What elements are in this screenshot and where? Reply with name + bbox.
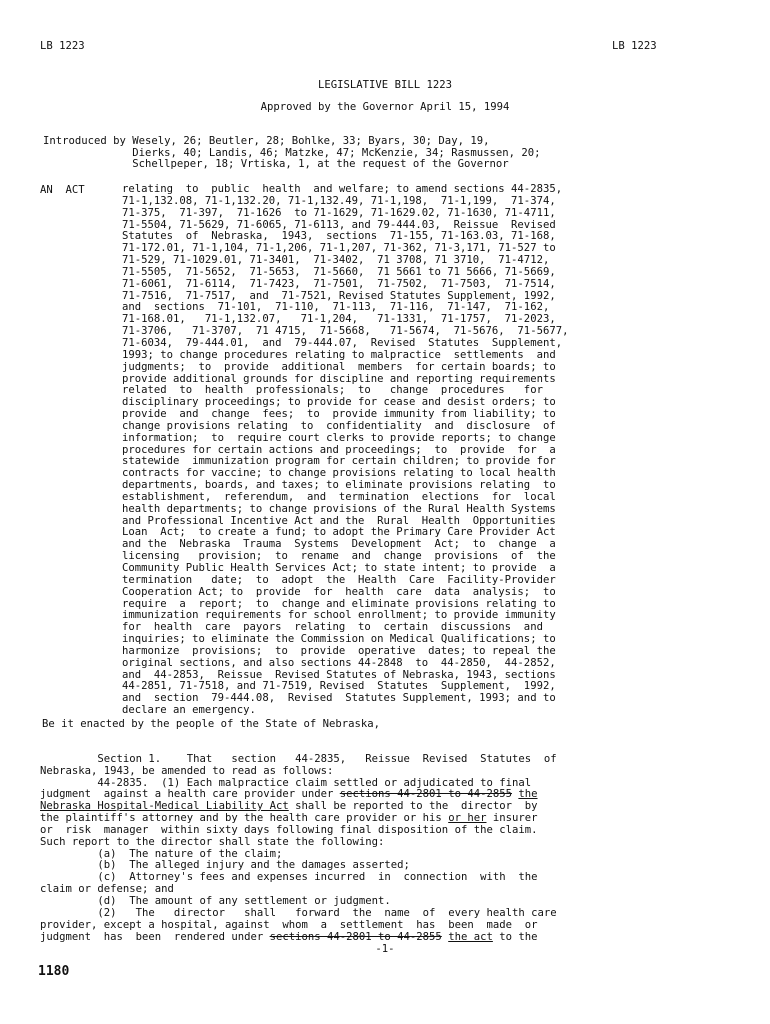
inserted-text: or her (448, 812, 487, 825)
act-title-line: inquiries; to eliminate the Commission on Medical Qualifications; to (122, 633, 556, 646)
act-title-line: 71-1,132.08, 71-1,132.20, 71-1,132.49, 71-1,198, 71-1,199, 71-374, (122, 194, 556, 207)
inserted-text: Nebraska Hospital-Medical Liability Act (40, 800, 289, 813)
act-title-line: licensing provision; to rename and change provisions of the (122, 550, 556, 563)
act-title-line: information; to require court clerks to provide reports; to change (122, 431, 556, 444)
act-title-line: and sections 71-101, 71-110, 71-113, 71-116, 71-147, 71-162, (122, 301, 550, 314)
act-title-line: Community Public Health Services Act; to state intent; to provide a (122, 562, 556, 574)
act-title-line: establishment, referendum, and termination elections for local (122, 490, 556, 503)
body-text: the plaintiff's attorney and by the health care provider or his (40, 812, 449, 825)
body-line: (d) The amount of any settlement or judgment. (40, 894, 391, 907)
running-header-left: LB 1223 (40, 40, 85, 52)
act-title-line: Cooperation Act; to provide for health care data analysis; to (122, 585, 556, 598)
body-line: Nebraska, 1943, be amended to read as follows: (40, 764, 334, 777)
act-title-line: change provisions relating to confidentiality and disclosure of (122, 419, 556, 432)
act-title-line: disciplinary proceedings; to provide for cease and desist orders; to (122, 396, 556, 409)
act-title-line: 1993; to change procedures relating to malpractice settlements and (122, 348, 556, 361)
act-title-line: 71-172.01, 71-1,104, 71-1,206, 71-1,207, 71-362, 71-3,171, 71-527 to (122, 242, 556, 255)
act-title-line: health departments; to change provisions of the Rural Health Systems (122, 502, 556, 515)
body-line: claim or defense; and (40, 883, 174, 896)
act-title-line: judgments; to provide additional members for certain boards; to (122, 360, 556, 373)
inserted-text: the (518, 788, 538, 801)
act-title-line: termination date; to adopt the Health Care Facility-Provider (122, 573, 556, 586)
act-title-line: contracts for vaccine; to change provisions relating to local health (122, 467, 556, 480)
act-title-line: declare an emergency. (122, 704, 256, 717)
body-line: provider, except a hospital, against whom a settlement has been made or (40, 918, 538, 931)
footer-number: 1180 (38, 964, 70, 979)
body-line: 44-2835. (1) Each malpractice claim settled or adjudicated to final (40, 776, 532, 789)
body-line: (c) Attorney's fees and expenses incurred in connection with the (40, 871, 538, 884)
enacting-clause: Be it enacted by the people of the State of Nebraska, (42, 718, 381, 730)
bill-title: LEGISLATIVE BILL 1223 (318, 79, 452, 91)
act-title-line: Loan Act; to create a fund; to adopt the Primary Care Provider Act (122, 526, 556, 539)
act-title-line: provide and change fees; to provide immunity from liability; to (122, 408, 556, 421)
intro-line: Dierks, 40; Landis, 46; Matzke, 47; McKenzie, 34; Rasmussen, 20; (43, 146, 541, 159)
act-title-line: Statutes of Nebraska, 1943, sections 71-155, 71-163.03, 71-168, (122, 230, 556, 243)
page-number: -1- (375, 943, 395, 955)
intro-line: Schellpeper, 18; Vrtiska, 1, at the request of the Governor (43, 158, 509, 171)
act-title-line: and section 79-444.08, Revised Statutes Supplement, 1993; and to (122, 692, 556, 705)
act-label: AN ACT (40, 184, 85, 196)
act-title-line: and 44-2853, Reissue Revised Statutes of Nebraska, 1943, sections (122, 668, 556, 681)
act-title-line: provide additional grounds for discipline and reporting requirements (122, 372, 556, 385)
act-title-line: 71-3706, 71-3707, 71 4715, 71-5668, 71-5674, 71-5676, 71-5677, (122, 325, 569, 338)
act-title-line: for health care payors relating to certain discussions and (122, 621, 543, 634)
act-title-line: 71-375, 71-397, 71-1626 to 71-1629, 71-1629.02, 71-1630, 71-4711, (122, 206, 556, 219)
act-title-line: immunization requirements for school enrollment; to provide immunity (122, 609, 556, 622)
inserted-text: the act (448, 930, 493, 943)
body-text: to the (492, 930, 538, 943)
body-line: Such report to the director shall state the following: (40, 835, 385, 848)
body-text: insurer (486, 812, 538, 825)
act-title-line: 71-168.01, 71-1,132.07, 71-1,204, 71-1331, 71-1757, 71-2023, (122, 313, 556, 326)
act-title-line: 71-6061, 71-6114, 71-7423, 71-7501, 71-7502, 71-7503, 71-7514, (122, 277, 556, 290)
section-1-text (40, 742, 557, 955)
act-title-line: relating to public health and welfare; to amend sections 44-2835, (122, 183, 563, 195)
act-title-line: require a report; to change and eliminate provisions relating to (122, 597, 556, 610)
stricken-text: sections 44-2801 to 44-2855 (339, 788, 512, 801)
body-line: or risk manager within sixty days following final disposition of the claim. (40, 823, 538, 836)
act-title-line: and the Nebraska Trauma Systems Development Act; to change a (122, 538, 556, 551)
act-title-line: related to health professionals; to change procedures for (122, 384, 543, 397)
body-line: Section 1. That section 44-2835, Reissue Revised Statutes of (40, 752, 557, 765)
body-line: (b) The alleged injury and the damages asserted; (40, 859, 410, 872)
approval-line: Approved by the Governor April 15, 1994 (260, 101, 510, 113)
act-title-line: procedures for certain actions and proceedings; to provide for a (122, 443, 556, 456)
act-title-line: statewide immunization program for certain children; to provide for (122, 455, 556, 468)
act-title-line: 71-7516, 71-7517, and 71-7521, Revised Statutes Supplement, 1992, (122, 289, 556, 302)
act-title-line: 71-529, 71-1029.01, 71-3401, 71-3402, 71 3708, 71 3710, 71-4712, (122, 254, 550, 267)
body-text: shall be reported to the director by (288, 800, 538, 813)
introduced-by-block (43, 124, 540, 183)
act-title-line: 71-5504, 71-5629, 71-6065, 71-6113, and 79-444.03, Reissue Revised (122, 218, 556, 231)
act-title-line: and Professional Incentive Act and the Rural Health Opportunities (122, 514, 556, 527)
body-text: judgment has been rendered under (40, 930, 270, 943)
act-title-body (122, 184, 667, 717)
act-title-line: harmonize provisions; to provide operative dates; to repeal the (122, 644, 556, 657)
act-title-line: 71-5505, 71-5652, 71-5653, 71-5660, 71 5661 to 71 5666, 71-5669, (122, 265, 556, 278)
body-text: judgment against a health care provider under (40, 788, 340, 801)
act-title-line: departments, boards, and taxes; to eliminate provisions relating to (122, 479, 556, 492)
act-title-line: original sections, and also sections 44-2848 to 44-2850, 44-2852, (122, 656, 556, 669)
stricken-text: sections 44-2801 to 44-2855 (269, 930, 442, 943)
body-line: (a) The nature of the claim; (40, 847, 283, 860)
act-title-line: 44-2851, 71-7518, and 71-7519, Revised Statutes Supplement, 1992, (122, 680, 556, 693)
act-title-line: 71-6034, 79-444.01, and 79-444.07, Revised Statutes Supplement, (122, 336, 563, 349)
body-line: (2) The director shall forward the name of every health care (40, 906, 557, 919)
running-header-right: LB 1223 (612, 40, 657, 52)
body-line (40, 932, 557, 944)
intro-line: Introduced by Wesely, 26; Beutler, 28; Bohlke, 33; Byars, 30; Day, 19, (43, 134, 490, 147)
